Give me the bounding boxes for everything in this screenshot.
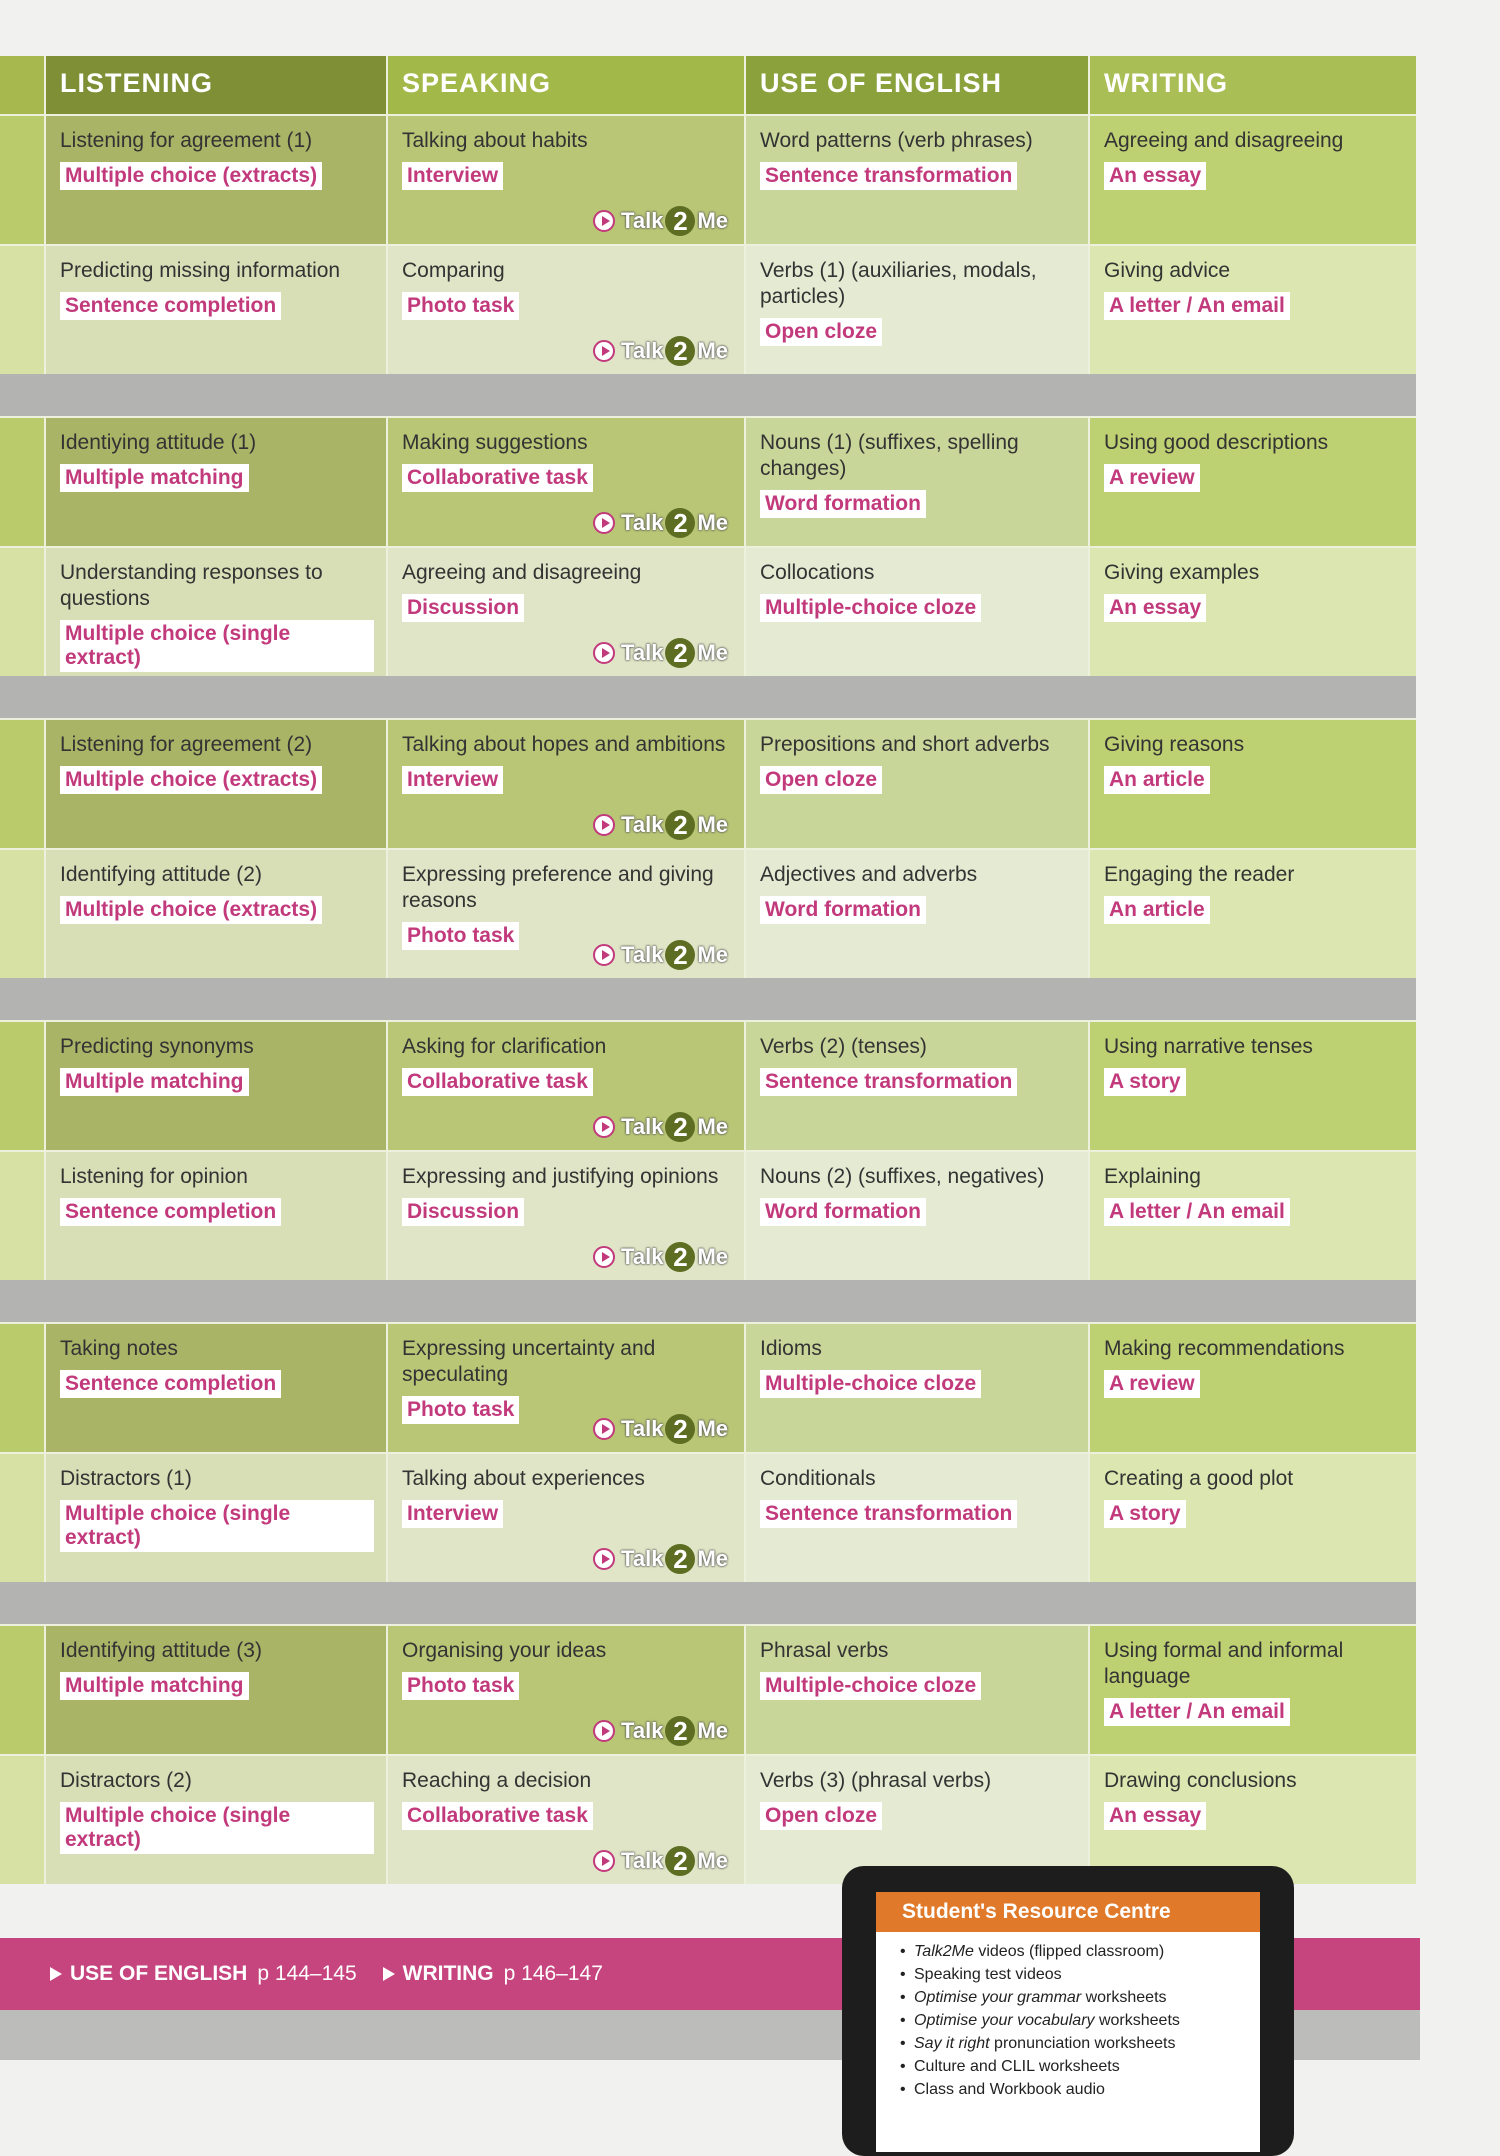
lesson-topic: Agreeing and disagreeing: [1104, 129, 1344, 152]
task-type-tag: Photo task: [402, 292, 519, 320]
talk-logo-right: Me: [697, 338, 728, 363]
play-icon: [593, 642, 615, 664]
task-type-tag: A letter / An email: [1104, 1698, 1290, 1726]
lesson-topic: Verbs (2) (tenses): [760, 1035, 927, 1058]
task-type-tag: Photo task: [402, 1396, 519, 1424]
resource-item-text: worksheets: [1094, 2012, 1180, 2029]
lesson-topic: Taking notes: [60, 1337, 178, 1360]
task-type-tag: Discussion: [402, 594, 524, 622]
lesson-row: [0, 1624, 1416, 1754]
use-of-english-cell: [744, 1454, 1088, 1582]
row-lead: [0, 720, 44, 848]
writing-link[interactable]: [383, 1962, 603, 1986]
lesson-topic: Identifying attitude (3): [60, 1639, 262, 1662]
talk2me-video-button[interactable]: [593, 1414, 728, 1444]
lesson-topic: Listening for opinion: [60, 1165, 248, 1188]
lesson-row: [0, 546, 1416, 676]
lesson-topic: Asking for clarification: [402, 1035, 607, 1058]
lesson-topic: Word patterns (verb phrases): [760, 129, 1033, 152]
lesson-row: [0, 1322, 1416, 1452]
lesson-topic: Phrasal verbs: [760, 1639, 889, 1662]
task-type-tag: A story: [1104, 1068, 1186, 1096]
play-icon: [593, 512, 615, 534]
talk-logo-right: Me: [697, 208, 728, 233]
resource-item: [900, 1940, 1260, 1963]
task-type-tag: An article: [1104, 766, 1210, 794]
lesson-topic: Listening for agreement (2): [60, 733, 313, 756]
unit-block: [0, 1322, 1416, 1582]
talk-logo-left: Talk: [621, 1848, 664, 1873]
talk2me-video-button[interactable]: [593, 1846, 728, 1876]
listening-cell: [44, 1756, 386, 1884]
lesson-row: [0, 1020, 1416, 1150]
play-icon: [593, 1720, 615, 1742]
lesson-topic: Predicting missing information: [60, 259, 341, 282]
writing-cell: [1088, 1152, 1416, 1280]
task-type-tag: Sentence transformation: [760, 1068, 1017, 1096]
talk-logo-right: Me: [697, 640, 728, 665]
writing-cell: [1088, 1454, 1416, 1582]
resource-item-title: Optimise your vocabulary: [914, 2012, 1095, 2029]
unit-separator: [0, 978, 1416, 1020]
lesson-topic: Giving examples: [1104, 561, 1260, 584]
resource-item: [900, 1963, 1260, 1986]
resource-item: [900, 2078, 1260, 2101]
talk2me-video-button[interactable]: [593, 206, 728, 236]
talk2me-video-button[interactable]: [593, 336, 728, 366]
lesson-topic: Agreeing and disagreeing: [402, 561, 642, 584]
resource-item: [900, 1986, 1260, 2009]
listening-cell: [44, 1454, 386, 1582]
task-type-tag: Multiple matching: [60, 1672, 249, 1700]
use-of-english-link[interactable]: [50, 1962, 357, 1986]
speaking-cell: [386, 1022, 744, 1150]
lesson-topic: Listening for agreement (1): [60, 129, 313, 152]
lesson-topic: Explaining: [1104, 1165, 1201, 1188]
lesson-topic: Verbs (1) (auxiliaries, modals, particles): [760, 259, 1037, 308]
lesson-topic: Identiying attitude (1): [60, 431, 257, 454]
speaking-cell: [386, 1454, 744, 1582]
tablet-screen: [876, 1892, 1260, 2152]
talk-logo-number: 2: [665, 336, 695, 366]
task-type-tag: Interview: [402, 766, 503, 794]
link-label: USE OF ENGLISH: [70, 1962, 248, 1985]
task-type-tag: Sentence transformation: [760, 1500, 1017, 1528]
talk-logo-right: Me: [697, 1718, 728, 1743]
lesson-topic: Predicting synonyms: [60, 1035, 254, 1058]
task-type-tag: Multiple-choice cloze: [760, 1672, 981, 1700]
task-type-tag: A review: [1104, 464, 1200, 492]
writing-cell: [1088, 246, 1416, 374]
header-lead: [0, 56, 44, 114]
lesson-topic: Organising your ideas: [402, 1639, 607, 1662]
resource-list: [876, 1940, 1260, 2101]
resource-item: [900, 2055, 1260, 2078]
resource-item-text: Culture and CLIL worksheets: [914, 2058, 1120, 2075]
lesson-row: [0, 244, 1416, 374]
writing-cell: [1088, 1756, 1416, 1884]
task-type-tag: Interview: [402, 1500, 503, 1528]
resource-centre-title: Student's Resource Centre: [876, 1892, 1260, 1932]
use-of-english-cell: [744, 1324, 1088, 1452]
header-speaking: SPEAKING: [386, 56, 744, 114]
talk-logo-left: Talk: [621, 640, 664, 665]
lesson-row: [0, 416, 1416, 546]
use-of-english-cell: [744, 116, 1088, 244]
writing-cell: [1088, 116, 1416, 244]
talk-logo-left: Talk: [621, 1416, 664, 1441]
task-type-tag: Collaborative task: [402, 464, 593, 492]
link-pages: p 146–147: [503, 1962, 603, 1985]
use-of-english-cell: [744, 1756, 1088, 1884]
speaking-cell: [386, 246, 744, 374]
talk-logo-right: Me: [697, 1416, 728, 1441]
resource-item-title: Say it right: [914, 2035, 990, 2052]
task-type-tag: Sentence completion: [60, 292, 281, 320]
lesson-topic: Distractors (1): [60, 1467, 192, 1490]
writing-cell: [1088, 418, 1416, 546]
lesson-topic: Nouns (2) (suffixes, negatives): [760, 1165, 1045, 1188]
row-lead: [0, 418, 44, 546]
use-of-english-cell: [744, 1626, 1088, 1754]
task-type-tag: An essay: [1104, 162, 1206, 190]
lesson-topic: Nouns (1) (suffixes, spelling changes): [760, 431, 1019, 480]
use-of-english-cell: [744, 1022, 1088, 1150]
listening-cell: [44, 1152, 386, 1280]
speaking-cell: [386, 548, 744, 676]
writing-cell: [1088, 548, 1416, 676]
row-lead: [0, 246, 44, 374]
play-icon: [593, 1418, 615, 1440]
lesson-topic: Adjectives and adverbs: [760, 863, 978, 886]
talk-logo-number: 2: [665, 206, 695, 236]
listening-cell: [44, 548, 386, 676]
play-icon: [593, 1116, 615, 1138]
talk-logo-right: Me: [697, 1848, 728, 1873]
listening-cell: [44, 1022, 386, 1150]
writing-cell: [1088, 850, 1416, 978]
resource-item-text: videos (flipped classroom): [973, 1943, 1165, 1960]
lesson-row: [0, 1754, 1416, 1884]
lesson-topic: Reaching a decision: [402, 1769, 592, 1792]
talk-logo-right: Me: [697, 510, 728, 535]
listening-cell: [44, 720, 386, 848]
speaking-cell: [386, 1626, 744, 1754]
lesson-topic: Talking about habits: [402, 129, 588, 152]
unit-rows: [0, 114, 1416, 1884]
lesson-topic: Conditionals: [760, 1467, 876, 1490]
play-icon: [593, 1246, 615, 1268]
talk-logo-right: Me: [697, 1244, 728, 1269]
task-type-tag: Multiple choice (extracts): [60, 162, 322, 190]
lesson-topic: Expressing uncertainty and speculating: [402, 1337, 656, 1386]
task-type-tag: Open cloze: [760, 766, 882, 794]
lesson-topic: Making recommendations: [1104, 1337, 1345, 1360]
talk-logo-left: Talk: [621, 510, 664, 535]
talk-logo-left: Talk: [621, 942, 664, 967]
talk-logo-number: 2: [665, 638, 695, 668]
talk2me-video-button[interactable]: [593, 1242, 728, 1272]
writing-cell: [1088, 720, 1416, 848]
task-type-tag: A review: [1104, 1370, 1200, 1398]
talk-logo-number: 2: [665, 1846, 695, 1876]
talk-logo-left: Talk: [621, 1114, 664, 1139]
row-lead: [0, 1324, 44, 1452]
use-of-english-cell: [744, 850, 1088, 978]
talk-logo-right: Me: [697, 812, 728, 837]
listening-cell: [44, 116, 386, 244]
speaking-cell: [386, 1152, 744, 1280]
unit-block: [0, 416, 1416, 676]
unit-separator: [0, 374, 1416, 416]
resource-item: [900, 2009, 1260, 2032]
talk-logo-right: Me: [697, 1546, 728, 1571]
listening-cell: [44, 246, 386, 374]
arrow-icon: [383, 1967, 395, 1981]
talk2me-video-button[interactable]: [593, 508, 728, 538]
resource-item-text: worksheets: [1081, 1989, 1167, 2006]
row-lead: [0, 1152, 44, 1280]
play-icon: [593, 944, 615, 966]
writing-cell: [1088, 1022, 1416, 1150]
header-use-of-english: USE OF ENGLISH: [744, 56, 1088, 114]
lesson-topic: Collocations: [760, 561, 875, 584]
task-type-tag: Multiple choice (single extract): [60, 1802, 374, 1854]
listening-cell: [44, 418, 386, 546]
unit-block: [0, 1020, 1416, 1280]
play-icon: [593, 1850, 615, 1872]
play-icon: [593, 340, 615, 362]
lesson-topic: Drawing conclusions: [1104, 1769, 1297, 1792]
lesson-topic: Engaging the reader: [1104, 863, 1295, 886]
task-type-tag: Multiple choice (extracts): [60, 766, 322, 794]
listening-cell: [44, 1324, 386, 1452]
link-pages: p 144–145: [257, 1962, 357, 1985]
talk-logo-number: 2: [665, 1544, 695, 1574]
speaking-cell: [386, 116, 744, 244]
listening-cell: [44, 850, 386, 978]
task-type-tag: Interview: [402, 162, 503, 190]
row-lead: [0, 1626, 44, 1754]
talk-logo-number: 2: [665, 940, 695, 970]
task-type-tag: Multiple choice (single extract): [60, 620, 374, 672]
play-icon: [593, 210, 615, 232]
task-type-tag: Multiple matching: [60, 1068, 249, 1096]
talk-logo-number: 2: [665, 1716, 695, 1746]
row-lead: [0, 1022, 44, 1150]
lesson-topic: Comparing: [402, 259, 505, 282]
unit-block: [0, 114, 1416, 374]
lesson-topic: Talking about experiences: [402, 1467, 645, 1490]
unit-separator: [0, 1280, 1416, 1322]
task-type-tag: An article: [1104, 896, 1210, 924]
resource-item-text: pronunciation worksheets: [989, 2035, 1176, 2052]
talk-logo-left: Talk: [621, 812, 664, 837]
lesson-topic: Talking about hopes and ambitions: [402, 733, 726, 756]
talk-logo-right: Me: [697, 942, 728, 967]
task-type-tag: Open cloze: [760, 1802, 882, 1830]
lesson-topic: Giving reasons: [1104, 733, 1245, 756]
task-type-tag: Open cloze: [760, 318, 882, 346]
task-type-tag: Multiple matching: [60, 464, 249, 492]
play-icon: [593, 1548, 615, 1570]
lesson-topic: Using formal and informal language: [1104, 1639, 1344, 1688]
task-type-tag: An essay: [1104, 1802, 1206, 1830]
talk-logo-number: 2: [665, 1242, 695, 1272]
task-type-tag: Photo task: [402, 922, 519, 950]
lesson-topic: Giving advice: [1104, 259, 1231, 282]
unit-block: [0, 1624, 1416, 1884]
talk2me-video-button[interactable]: [593, 1112, 728, 1142]
link-label: WRITING: [402, 1962, 494, 1985]
use-of-english-cell: [744, 246, 1088, 374]
listening-cell: [44, 1626, 386, 1754]
row-lead: [0, 1756, 44, 1884]
talk-logo-left: Talk: [621, 1546, 664, 1571]
speaking-cell: [386, 1324, 744, 1452]
resource-item-title: Optimise your grammar: [914, 1989, 1082, 2006]
task-type-tag: Word formation: [760, 490, 926, 518]
task-type-tag: A letter / An email: [1104, 292, 1290, 320]
writing-cell: [1088, 1626, 1416, 1754]
row-lead: [0, 850, 44, 978]
talk2me-video-button[interactable]: [593, 1544, 728, 1574]
talk2me-video-button[interactable]: [593, 638, 728, 668]
talk-logo-number: 2: [665, 508, 695, 538]
lesson-topic: Idioms: [760, 1337, 822, 1360]
lesson-row: [0, 1150, 1416, 1280]
lesson-row: [0, 114, 1416, 244]
syllabus-table: [0, 56, 1416, 1884]
talk-logo-right: Me: [697, 1114, 728, 1139]
lesson-topic: Making suggestions: [402, 431, 588, 454]
task-type-tag: Multiple-choice cloze: [760, 594, 981, 622]
table-header: [0, 56, 1416, 114]
resource-item: [900, 2032, 1260, 2055]
talk-logo-number: 2: [665, 1414, 695, 1444]
talk-logo-left: Talk: [621, 1718, 664, 1743]
talk-logo-left: Talk: [621, 208, 664, 233]
use-of-english-cell: [744, 1152, 1088, 1280]
task-type-tag: Sentence completion: [60, 1198, 281, 1226]
lesson-topic: Using good descriptions: [1104, 431, 1329, 454]
resource-item-text: Class and Workbook audio: [914, 2081, 1105, 2098]
lesson-topic: Expressing preference and giving reasons: [402, 863, 714, 912]
use-of-english-cell: [744, 418, 1088, 546]
lesson-topic: Verbs (3) (phrasal verbs): [760, 1769, 992, 1792]
talk2me-video-button[interactable]: [593, 940, 728, 970]
lesson-topic: Distractors (2): [60, 1769, 192, 1792]
task-type-tag: Collaborative task: [402, 1068, 593, 1096]
speaking-cell: [386, 1756, 744, 1884]
arrow-icon: [50, 1967, 62, 1981]
play-icon: [593, 814, 615, 836]
talk-logo-number: 2: [665, 810, 695, 840]
task-type-tag: Discussion: [402, 1198, 524, 1226]
lesson-topic: Creating a good plot: [1104, 1467, 1294, 1490]
unit-block: [0, 718, 1416, 978]
task-type-tag: Multiple choice (extracts): [60, 896, 322, 924]
task-type-tag: Sentence transformation: [760, 162, 1017, 190]
talk2me-video-button[interactable]: [593, 810, 728, 840]
task-type-tag: Word formation: [760, 896, 926, 924]
lesson-row: [0, 1452, 1416, 1582]
header-writing: WRITING: [1088, 56, 1416, 114]
lesson-row: [0, 718, 1416, 848]
task-type-tag: Multiple-choice cloze: [760, 1370, 981, 1398]
task-type-tag: A story: [1104, 1500, 1186, 1528]
row-lead: [0, 1454, 44, 1582]
talk-logo-number: 2: [665, 1112, 695, 1142]
speaking-cell: [386, 418, 744, 546]
lesson-row: [0, 848, 1416, 978]
task-type-tag: Multiple choice (single extract): [60, 1500, 374, 1552]
task-type-tag: An essay: [1104, 594, 1206, 622]
task-type-tag: Word formation: [760, 1198, 926, 1226]
unit-separator: [0, 676, 1416, 718]
lesson-topic: Using narrative tenses: [1104, 1035, 1313, 1058]
header-listening: LISTENING: [44, 56, 386, 114]
task-type-tag: Sentence completion: [60, 1370, 281, 1398]
task-type-tag: Photo task: [402, 1672, 519, 1700]
row-lead: [0, 548, 44, 676]
resource-item-title: Talk2Me: [914, 1943, 974, 1960]
row-lead: [0, 116, 44, 244]
lesson-topic: Expressing and justifying opinions: [402, 1165, 719, 1188]
lesson-topic: Identifying attitude (2): [60, 863, 262, 886]
talk-logo-left: Talk: [621, 338, 664, 363]
writing-cell: [1088, 1324, 1416, 1452]
use-of-english-cell: [744, 720, 1088, 848]
unit-separator: [0, 1582, 1416, 1624]
lesson-topic: Prepositions and short adverbs: [760, 733, 1050, 756]
speaking-cell: [386, 850, 744, 978]
lesson-topic: Understanding responses to questions: [60, 561, 323, 610]
talk-logo-left: Talk: [621, 1244, 664, 1269]
speaking-cell: [386, 720, 744, 848]
task-type-tag: Collaborative task: [402, 1802, 593, 1830]
task-type-tag: A letter / An email: [1104, 1198, 1290, 1226]
resource-item-text: Speaking test videos: [914, 1966, 1062, 1983]
use-of-english-cell: [744, 548, 1088, 676]
tablet-device: [842, 1866, 1294, 2156]
talk2me-video-button[interactable]: [593, 1716, 728, 1746]
